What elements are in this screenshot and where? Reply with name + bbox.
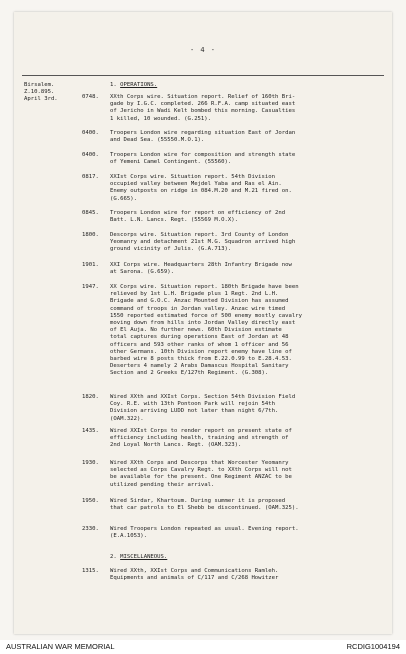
entry-text: Troopers London wire for composition and strength state of Yemeni Camel Contingent. (55560).	[110, 152, 296, 166]
entry-time: 0748.	[82, 94, 99, 100]
page-number: - 4 -	[189, 46, 217, 54]
paper-sheet	[14, 12, 392, 634]
footer-record-id: RCDIG1004194	[346, 642, 400, 651]
entry-time: 2330.	[82, 526, 99, 532]
section-number: 2.	[110, 554, 117, 560]
entry-time: 0845.	[82, 210, 99, 216]
entry-text: Troopers London wire regarding situation East of Jordan and Dead Sea. (55550.M.O.1).	[110, 130, 296, 144]
footer-institution: AUSTRALIAN WAR MEMORIAL	[6, 642, 115, 651]
entry-text: Wired XXth and XXIst Corps. Section 54th Division Field Coy. R.E. with 13th Pontoon Park will rejoin 54th Division arriving LUDD not later than night 6/7th. (OAM.322).	[110, 394, 296, 422]
entry-text: Wired XXIst Corps to render report on present state of efficiency including health, training and strength of 2nd Loyal North Lancs. Regt. (OAM.323).	[110, 428, 292, 449]
header-rule	[22, 75, 384, 76]
archive-footer	[0, 640, 406, 654]
entry-time: 0400.	[82, 130, 99, 136]
entry-text: Descorps wire. Situation report. 3rd County of London Yeomanry and detachment 21st M.G. Squadron arrived high ground vicinity of Julis. (G.A.713).	[110, 232, 296, 253]
entry-text: XXIst Corps wire. Situation report. 54th Division occupied valley between Mejdel Yaba and Ras el Ain. Enemy outposts on ridge in 084.M.20 and M.21 fired on. (G.665).	[110, 174, 292, 202]
section-heading-operations	[110, 82, 157, 88]
entry-text: XXI Corps wire. Headquarters 28th Infantry Brigade now at Sarona. (G.659).	[110, 262, 292, 276]
section-number: 1.	[110, 82, 117, 88]
entry-text: XX Corps wire. Situation report. 180th Brigade have been relieved by 1st L.H. Brigade plus 1 Regt. 2nd L.H. Brigade and G.O.C. Anzac Mounted Division has assumed command of troops in Jordan valley. Anzac wire timed 1550 reported estimated force of 500 enemy mostly cavalry moving down from hills into Jordan Valley directly east of El Auja. No further news. 60th Division estimate total captures during operations East of Jordan at 48 officers and 593 other ranks of whom 1 officer and 56 other Germans. 10th Division report enemy have line of barbed wire 8 posts thick from E.22.0.99 to E.28.4.53. Deserters 4 namely 2 Arabs Damascus Hospital Sanitary Section and 2 Greeks E/127th Regiment. (G.308).	[110, 284, 302, 377]
section-title: OPERATIONS.	[120, 82, 158, 88]
entry-text: Troopers London wire for report on efficiency of 2nd Batt. L.N. Lancs. Regt. (55569 M.O.X).	[110, 210, 286, 224]
entry-text: Wired Sirdar, Khartoum. During summer it is proposed that car patrols to El Shebb be discontinued. (OAM.325).	[110, 498, 299, 512]
entry-text: Wired XXth Corps and Descorps that Worcester Yeomanry selected as Corps Cavalry Regt. to XXth Corps will not be available for the present. One Regiment ANZAC to be utilized pending their arrival.	[110, 460, 292, 488]
entry-time: 1901.	[82, 262, 99, 268]
entry-time: 1800.	[82, 232, 99, 238]
entry-time: 1820.	[82, 394, 99, 400]
location-line: April 3rd.	[24, 96, 58, 103]
section-title: MISCELLANEOUS.	[120, 554, 168, 560]
entry-time: 0817.	[82, 174, 99, 180]
entry-time: 0400.	[82, 152, 99, 158]
entry-text: Wired XXth, XXIst Corps and Communications Ramleh. Equipments and animals of C/117 and C/268 Howitzer	[110, 568, 279, 582]
entry-time: 1947.	[82, 284, 99, 290]
location-line: Birsalem.	[24, 82, 55, 88]
entry-time: 1930.	[82, 460, 99, 466]
location-block	[24, 82, 58, 104]
entry-time: 1435.	[82, 428, 99, 434]
entry-text: XXth Corps wire. Situation report. Relief of 160th Bri- gade by I.G.C. completed. 266 R.F.A. camp situated east of Jericho in Wadi Kelt bombed this morning. Casualties 1 killed, 10 wounded. (G.251).	[110, 94, 296, 122]
entry-time: 1950.	[82, 498, 99, 504]
entry-text: Wired Troopers London repeated as usual. Evening report. (E.A.1053).	[110, 526, 299, 540]
location-line: Z.10.895.	[24, 89, 55, 96]
entry-time: 1315.	[82, 568, 99, 574]
section-heading-miscellaneous	[110, 554, 167, 560]
